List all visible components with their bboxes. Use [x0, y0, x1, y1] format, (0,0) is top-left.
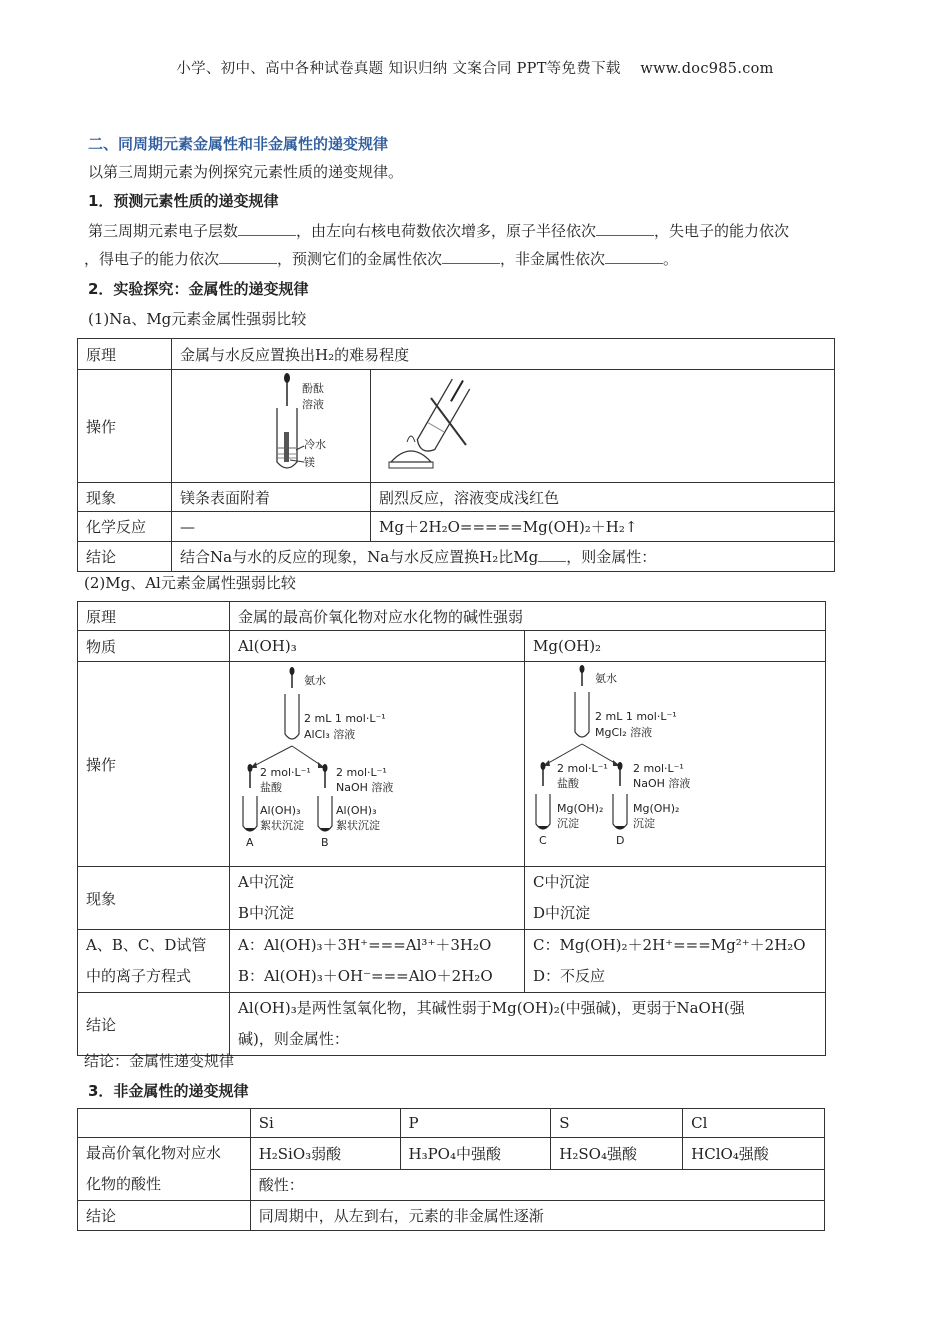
label-sed-c: 沉淀 — [557, 817, 579, 830]
label-phenolphthalein: 酚酞 — [302, 382, 325, 395]
label-naoh: NaOH 溶液 — [633, 777, 691, 790]
intro-text: 以第三周期元素为例探究元素性质的递变规律。 — [88, 163, 404, 181]
ionic-eq-d: D：不反应 — [533, 967, 606, 985]
label-cold-water: 冷水 — [304, 438, 327, 451]
phen-cell-1: 镁条表面附着 — [172, 483, 371, 512]
acid-label-2: 化物的酸性 — [86, 1175, 162, 1193]
acid-s: H₂SO₄强酸 — [551, 1138, 683, 1170]
s2-title: 2．实验探究：金属性的递变规律 — [88, 280, 309, 298]
row-label: 操作 — [78, 662, 230, 867]
s1-text-c: ，失电子的能力依次 — [654, 222, 790, 240]
row-label: 结论 — [78, 542, 172, 572]
label-naoh-conc: 2 mol·L⁻¹ — [633, 762, 684, 775]
row-label: 结论 — [78, 1201, 251, 1231]
fill-blank[interactable] — [538, 547, 566, 562]
ionic-mg-cell — [525, 930, 826, 993]
phen-a: A中沉淀 — [238, 873, 294, 891]
acid-label-1: 最高价氧化物对应水 — [86, 1144, 222, 1162]
phen-d: D中沉淀 — [533, 904, 591, 922]
label-naoh: NaOH 溶液 — [336, 781, 394, 794]
concl-text-a: 结合Na与水的反应的现象，Na与水反应置换H₂比Mg — [180, 548, 539, 566]
ionic-eq-c: C：Mg(OH)₂＋2H⁺===Mg²⁺＋2H₂O — [533, 936, 806, 954]
s1-text-b: ，由左向右核电荷数依次增多，原子半径依次 — [296, 222, 597, 240]
row-label: 原理 — [78, 339, 172, 370]
header-s: S — [551, 1109, 683, 1138]
label-ammonia: 氨水 — [595, 672, 617, 685]
fill-blank[interactable] — [605, 249, 663, 264]
principle-cell: 金属与水反应置换出H₂的难易程度 — [172, 339, 835, 370]
header-p: P — [400, 1109, 551, 1138]
table-na-mg — [77, 338, 835, 572]
fill-blank[interactable] — [219, 249, 277, 264]
conclusion-cell — [230, 993, 826, 1056]
s1-text-a: 第三周期元素电子层数 — [88, 222, 239, 240]
phen-b: B中沉淀 — [238, 904, 295, 922]
aloh3-procedure-figure — [230, 662, 524, 862]
phen-cell-2: 剧烈反应，溶液变成浅红色 — [371, 483, 835, 512]
row-label: 现象 — [78, 867, 230, 930]
fill-blank[interactable] — [238, 221, 296, 236]
substance-mg: Mg(OH)₂ — [525, 631, 826, 662]
row-label: 化学反应 — [78, 512, 172, 542]
phen-al-cell — [230, 867, 525, 930]
row-label: 操作 — [78, 370, 172, 483]
ionic-eq-a: A：Al(OH)₃＋3H⁺===Al³⁺＋3H₂O — [238, 936, 492, 954]
label-sed-d: 沉淀 — [633, 817, 655, 830]
figure-mg-hot-water — [371, 370, 835, 483]
nonmetal-conclusion: 同周期中，从左到右，元素的非金属性逐渐 — [250, 1201, 824, 1231]
acid-p: H₃PO₄中强酸 — [400, 1138, 551, 1170]
table-nonmetal — [77, 1108, 825, 1231]
label-mgcl2: MgCl₂ 溶液 — [595, 726, 653, 739]
metal-trend-conclusion: 结论：金属性递变规律 — [84, 1052, 235, 1070]
s1-text-g: 。 — [663, 250, 679, 268]
tube-label-b: B — [321, 836, 329, 849]
label-magnesium: 镁 — [304, 456, 316, 469]
label-precip-d: Mg(OH)₂ — [633, 802, 680, 815]
label-precip-c: Mg(OH)₂ — [557, 802, 604, 815]
principle-cell: 金属的最高价氧化物对应水化物的碱性强弱 — [230, 602, 826, 631]
figure-aloh3 — [230, 662, 525, 867]
s1-line2 — [84, 248, 678, 269]
s1-text-e: ，预测它们的金属性依次 — [277, 250, 443, 268]
figure-mgoh2 — [525, 662, 826, 867]
label-alcl3: AlCl₃ 溶液 — [304, 728, 356, 741]
label-floc-b: 絮状沉淀 — [336, 819, 380, 832]
conclusion-cell — [172, 542, 835, 572]
phen-c: C中沉淀 — [533, 873, 590, 891]
label-concentration: 2 mL 1 mol·L⁻¹ — [595, 710, 677, 723]
label-concentration: 2 mL 1 mol·L⁻¹ — [304, 712, 386, 725]
header-empty — [78, 1109, 251, 1138]
tube-label-d: D — [616, 834, 625, 847]
fill-blank[interactable] — [596, 221, 654, 236]
s1-text-d: ，得电子的能力依次 — [84, 250, 220, 268]
ionic-label-2: 中的离子方程式 — [86, 967, 192, 985]
s1-text-f: ，非金属性依次 — [500, 250, 606, 268]
label-floc-a: 絮状沉淀 — [260, 819, 304, 832]
concl-line-2: 碱)，则金属性： — [238, 1030, 349, 1048]
label-hcl: 盐酸 — [557, 777, 579, 790]
table-mg-al — [77, 601, 826, 1056]
concl-text-b: ，则金属性： — [566, 548, 657, 566]
mgoh2-procedure-figure — [525, 662, 825, 862]
page-header: 小学、初中、高中各种试卷真题 知识归纳 文案合同 PPT等免费下载 www.doc985.com — [176, 61, 774, 77]
row-label-acid — [78, 1138, 251, 1201]
s2-sub1: (1)Na、Mg元素金属性强弱比较 — [88, 310, 307, 328]
heating-figure — [371, 370, 833, 478]
figure-mg-cold-water — [172, 370, 371, 483]
tube-label-a: A — [246, 836, 254, 849]
test-tube-figure — [172, 370, 370, 478]
row-label-ionic — [78, 930, 230, 993]
ionic-eq-b: B：Al(OH)₃＋OH⁻===AlO＋2H₂O — [238, 967, 493, 985]
label-precip-b: Al(OH)₃ — [336, 804, 377, 817]
acidity-cell: 酸性： — [250, 1169, 824, 1201]
label-hcl-conc: 2 mol·L⁻¹ — [557, 762, 608, 775]
rxn-cell-2: Mg＋2H₂O=====Mg(OH)₂＋H₂↑ — [371, 512, 835, 542]
header-cl: Cl — [683, 1109, 825, 1138]
concl-line-1: Al(OH)₃是两性氢氧化物，其碱性弱于Mg(OH)₂(中强碱)，更弱于NaOH(强 — [238, 999, 745, 1017]
section-title: 二、同周期元素金属性和非金属性的递变规律 — [88, 135, 389, 153]
ionic-al-cell — [230, 930, 525, 993]
s3-title: 3．非金属性的递变规律 — [88, 1082, 249, 1100]
phen-mg-cell — [525, 867, 826, 930]
acid-si: H₂SiO₃弱酸 — [250, 1138, 400, 1170]
label-solution: 溶液 — [302, 398, 325, 411]
s2-sub2: (2)Mg、Al元素金属性强弱比较 — [84, 574, 296, 592]
acid-cl: HClO₄强酸 — [683, 1138, 825, 1170]
row-label: 物质 — [78, 631, 230, 662]
row-label: 现象 — [78, 483, 172, 512]
ionic-label-1: A、B、C、D试管 — [86, 936, 207, 954]
fill-blank[interactable] — [442, 249, 500, 264]
row-label: 结论 — [78, 993, 230, 1056]
substance-al: Al(OH)₃ — [230, 631, 525, 662]
rxn-cell-1: — — [172, 512, 371, 542]
header-si: Si — [250, 1109, 400, 1138]
s1-line1 — [88, 220, 789, 241]
label-hcl-conc: 2 mol·L⁻¹ — [260, 766, 311, 779]
label-ammonia: 氨水 — [304, 674, 326, 687]
row-label: 原理 — [78, 602, 230, 631]
s1-title: 1．预测元素性质的递变规律 — [88, 192, 279, 210]
label-precip-a: Al(OH)₃ — [260, 804, 301, 817]
label-naoh-conc: 2 mol·L⁻¹ — [336, 766, 387, 779]
label-hcl: 盐酸 — [260, 781, 282, 794]
tube-label-c: C — [539, 834, 547, 847]
